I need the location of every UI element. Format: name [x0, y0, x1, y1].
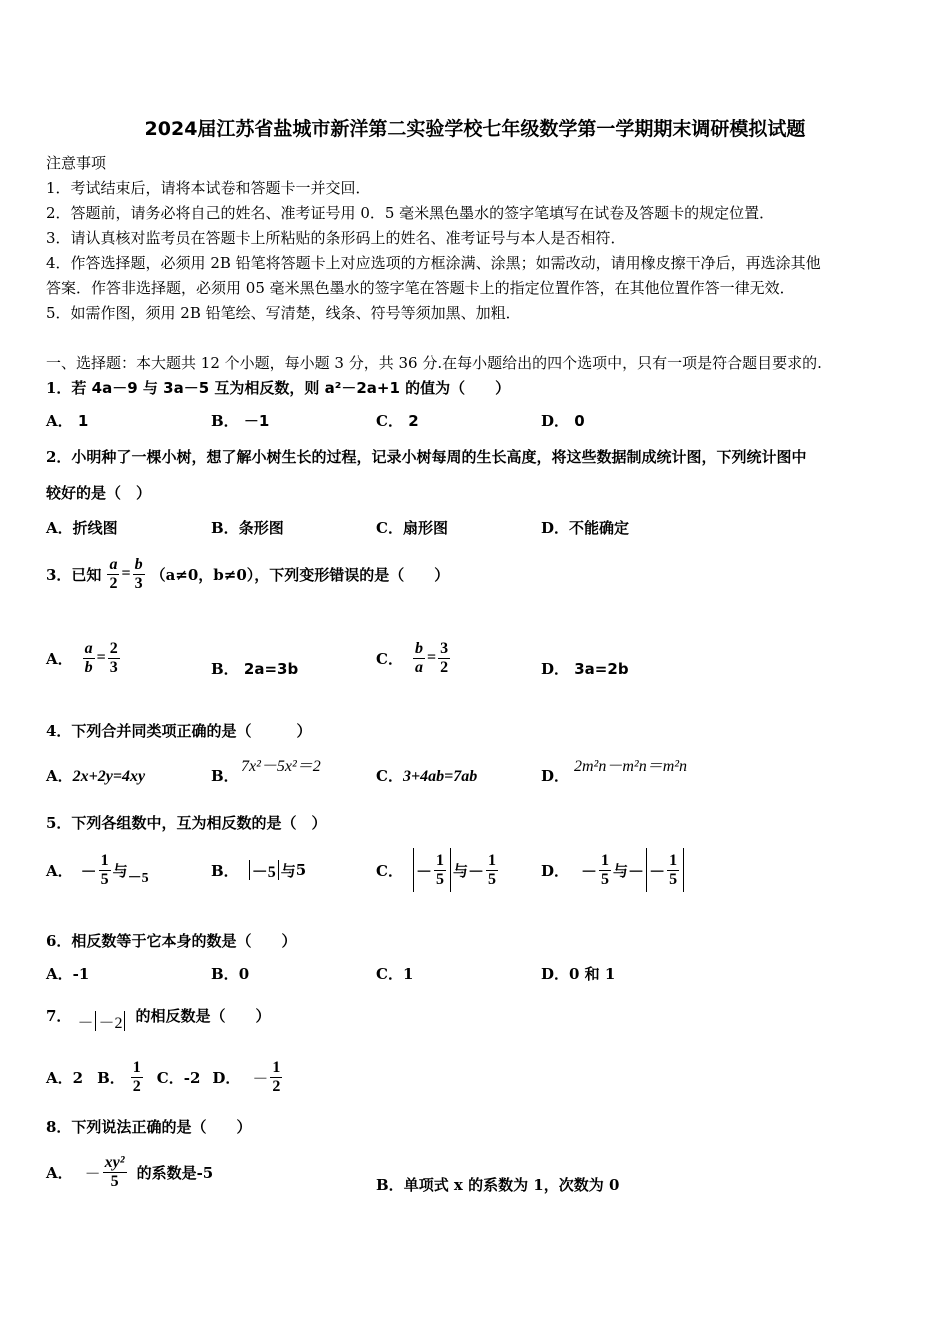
q5-option-d[interactable]: D． － $\frac{1}{5}$ 与 － － $\frac{1}{5}$ [541, 848, 686, 892]
q5-option-a[interactable]: A． － $\frac{1}{5}$ 与 －5 [46, 851, 149, 888]
q7-option-b[interactable]: B． [97, 1068, 125, 1087]
notice-item: 1．考试结束后，请将本试卷和答题卡一并交回． [46, 179, 371, 197]
q4-option-b[interactable]: 7x²－5x²＝2 [241, 758, 321, 775]
q1-expr-3: a²－2a+1 [324, 379, 400, 397]
q4-option-d[interactable]: 2m²n－m²n＝m²n [574, 758, 688, 775]
q7-option-a[interactable]: A．2 [46, 1068, 84, 1087]
q1-option-a[interactable]: A． 1 [46, 412, 89, 430]
question-3-stem: 3．已知 $\frac{a}{2}$ = $\frac{b}{3}$ （a≠0，b≠0），下列变形错误的是（ ） [46, 555, 450, 592]
q6-option-d[interactable]: D．0 和 1 [541, 965, 616, 983]
question-1-stem [46, 377, 510, 398]
question-2-stem: 2．小明种了一棵小树，想了解小树生长的过程，记录小树每周的生长高度，将这些数据制成统计图，下列统计图中 [46, 448, 807, 466]
q5-option-b[interactable]: B． －5 与 5 [211, 861, 307, 881]
notice-heading: 注意事项 [46, 154, 107, 172]
q4-option-d-label[interactable]: D． [541, 767, 570, 785]
q1-option-c[interactable]: C． 2 [376, 412, 419, 430]
q7-option-c[interactable]: C．-2 [156, 1068, 201, 1087]
q1-option-b[interactable]: B． －1 [211, 412, 270, 430]
q1-expr-1: 4a－9 [91, 379, 138, 397]
question-7-stem: 7． － －2 的相反数是（ ） [46, 1006, 271, 1032]
section-heading: 一、选择题：本大题共 12 个小题，每小题 3 分，共 36 分.在每小题给出的四个选项中，只有一项是符合题目要求的. [46, 354, 822, 372]
q1-mid: 与 [142, 379, 158, 397]
notice-item: 5．如需作图，须用 2B 铅笔绘、写清楚，线条、符号等须加黑、加粗． [46, 304, 521, 322]
q5-option-c[interactable]: C． － $\frac{1}{5}$ 与 － $\frac{1}{5}$ [376, 848, 500, 892]
q1-option-d[interactable]: D． 0 [541, 412, 585, 430]
q1-tail-2: 的值为（ ） [405, 379, 511, 397]
q3-option-b[interactable]: B． 2a=3b [211, 660, 299, 678]
q8-option-a[interactable]: A． － $\frac{\text{xy²}}{5}$ 的系数是-5 [46, 1153, 214, 1190]
q2-option-d[interactable]: D．不能确定 [541, 519, 630, 537]
q6-option-c[interactable]: C．1 [376, 965, 414, 983]
q6-option-a[interactable]: A．-1 [46, 965, 90, 983]
q2-option-b[interactable]: B．条形图 [211, 519, 284, 537]
q1-tail: 互为相反数，则 [214, 379, 320, 397]
q6-option-b[interactable]: B．0 [211, 965, 250, 983]
question-4-stem: 4．下列合并同类项正确的是（ ） [46, 722, 312, 740]
question-5-stem: 5．下列各组数中，互为相反数的是（ ） [46, 814, 327, 832]
question-6-stem: 6．相反数等于它本身的数是（ ） [46, 932, 297, 950]
question-8-stem: 8．下列说法正确的是（ ） [46, 1118, 252, 1136]
notice-item: 答案．作答非选择题，必须用 05 毫米黑色墨水的签字笔在答题卡上的指定位置作答，在其他位置作答一律无效． [46, 279, 795, 297]
q3-option-d[interactable]: D． 3a=2b [541, 660, 629, 678]
page-title: 2024届江苏省盐城市新洋第二实验学校七年级数学第一学期期末调研模拟试题 [144, 118, 806, 140]
q1-expr-2: 3a－5 [163, 379, 210, 397]
q3-option-c[interactable]: C． $\frac{b}{a}$ = $\frac{3}{2}$ [376, 639, 449, 676]
q1-number: 1．若 [46, 379, 87, 397]
notice-item: 3．请认真核对监考员在答题卡上所粘贴的条形码上的姓名、准考证号与本人是否相符． [46, 229, 626, 247]
notice-item: 2．答题前，请务必将自己的姓名、准考证号用 0．5 毫米黑色墨水的签字笔填写在试卷及答题卡的规定位置． [46, 204, 775, 222]
q8-option-b[interactable]: B．单项式 x 的系数为 1，次数为 0 [376, 1176, 620, 1194]
q2-option-c[interactable]: C．扇形图 [376, 519, 448, 537]
q2-option-a[interactable]: A．折线图 [46, 519, 118, 537]
q4-option-b-label[interactable]: B． [211, 767, 239, 785]
q7-option-d[interactable]: D． [212, 1068, 241, 1087]
q4-option-c[interactable]: C．3+4ab=7ab [376, 767, 478, 785]
q4-option-a[interactable]: A．2x+2y=4xy [46, 767, 146, 785]
question-7-options: A．2 B． $\frac{1}{2}$ C．-2 D． － $\frac{1}{2}$ [46, 1058, 281, 1095]
notice-item: 4．作答选择题，必须用 2B 铅笔将答题卡上对应选项的方框涂满、涂黑；如需改动，请用橡皮擦干净后，再选涂其他 [46, 254, 821, 272]
question-2-stem-cont: 较好的是（ ） [46, 484, 152, 502]
q3-option-a[interactable]: A． $\frac{a}{b}$ = $\frac{2}{3}$ [46, 639, 118, 676]
